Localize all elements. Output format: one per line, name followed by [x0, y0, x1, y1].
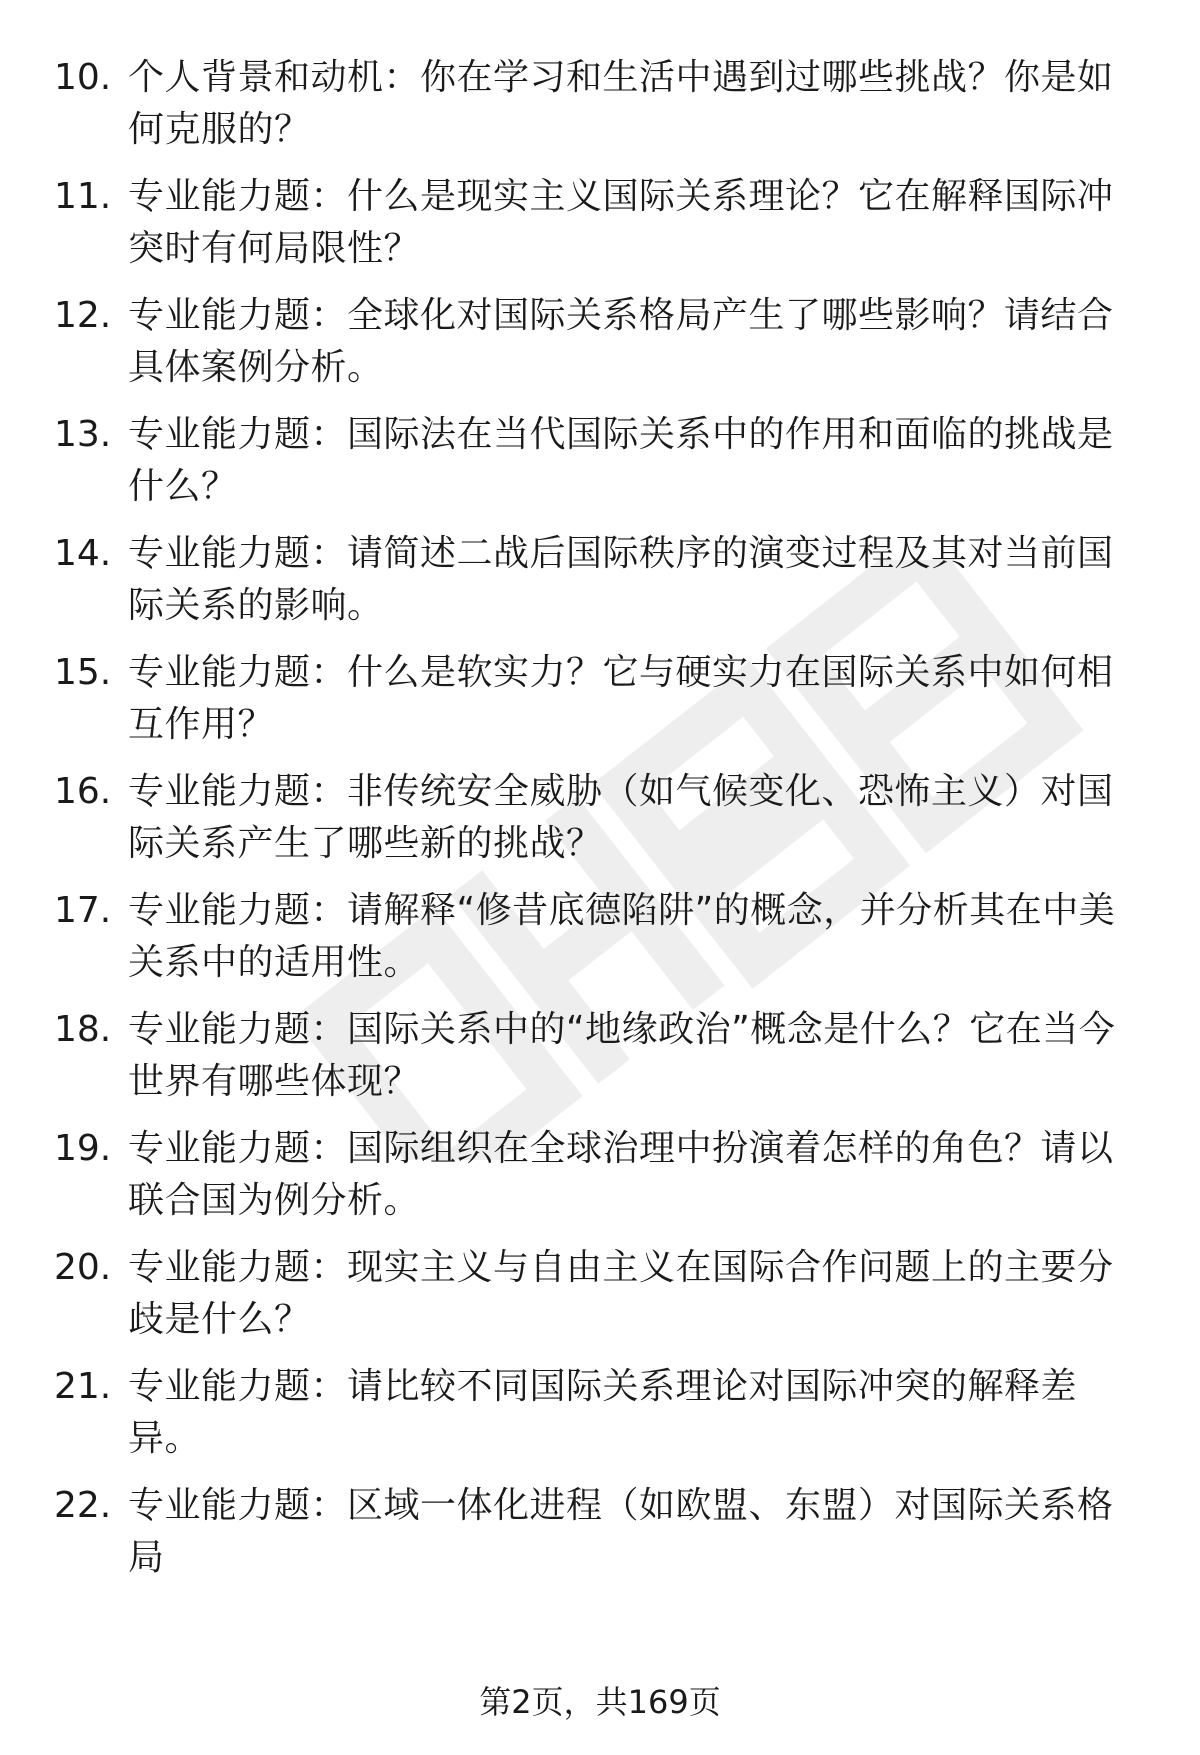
question-text: 专业能力题：国际关系中的“地缘政治”概念是什么？它在当今世界有哪些体现？	[128, 1009, 1116, 1102]
question-text: 专业能力题：区域一体化进程（如欧盟、东盟）对国际关系格局	[128, 1485, 1114, 1578]
question-item	[0, 171, 1200, 281]
question-text: 专业能力题：国际组织在全球治理中扮演着怎样的角色？请以联合国为例分析。	[128, 1128, 1114, 1221]
question-item	[0, 409, 1200, 519]
question-number: 22.	[54, 1485, 112, 1526]
question-item	[0, 885, 1200, 995]
question-number: 19.	[54, 1128, 112, 1169]
question-number: 12.	[54, 295, 112, 336]
question-item	[0, 1480, 1200, 1590]
question-text: 专业能力题：现实主义与自由主义在国际合作问题上的主要分歧是什么？	[128, 1247, 1114, 1340]
question-number: 14.	[54, 533, 112, 574]
question-text: 个人背景和动机：你在学习和生活中遇到过哪些挑战？你是如何克服的？	[128, 57, 1114, 150]
question-text: 专业能力题：请解释“修昔底德陷阱”的概念，并分析其在中美关系中的适用性。	[128, 890, 1116, 983]
question-item	[0, 52, 1200, 162]
question-number: 20.	[54, 1247, 112, 1288]
question-text: 专业能力题：非传统安全威胁（如气候变化、恐怖主义）对国际关系产生了哪些新的挑战？	[128, 771, 1114, 864]
question-text: 专业能力题：什么是软实力？它与硬实力在国际关系中如何相互作用？	[128, 652, 1114, 745]
question-item	[0, 647, 1200, 757]
question-item	[0, 766, 1200, 876]
question-item	[0, 1123, 1200, 1233]
question-text: 专业能力题：全球化对国际关系格局产生了哪些影响？请结合具体案例分析。	[128, 295, 1114, 388]
question-number: 18.	[54, 1009, 112, 1050]
page-footer: 第2页，共169页	[479, 1683, 721, 1721]
question-number: 13.	[54, 414, 112, 455]
question-text: 专业能力题：国际法在当代国际关系中的作用和面临的挑战是什么？	[128, 414, 1114, 507]
question-text: 专业能力题：请简述二战后国际秩序的演变过程及其对当前国际关系的影响。	[128, 533, 1114, 626]
question-item	[0, 528, 1200, 638]
question-number: 10.	[54, 57, 112, 98]
question-item	[0, 1361, 1200, 1471]
question-number: 11.	[54, 176, 112, 217]
question-item	[0, 1242, 1200, 1352]
question-number: 17.	[54, 890, 112, 931]
question-number: 15.	[54, 652, 112, 693]
question-item	[0, 290, 1200, 400]
question-number: 21.	[54, 1366, 112, 1407]
question-text: 专业能力题：请比较不同国际关系理论对国际冲突的解释差异。	[128, 1366, 1078, 1459]
question-text: 专业能力题：什么是现实主义国际关系理论？它在解释国际冲突时有何局限性？	[128, 176, 1114, 269]
question-item	[0, 1004, 1200, 1114]
question-number: 16.	[54, 771, 112, 812]
